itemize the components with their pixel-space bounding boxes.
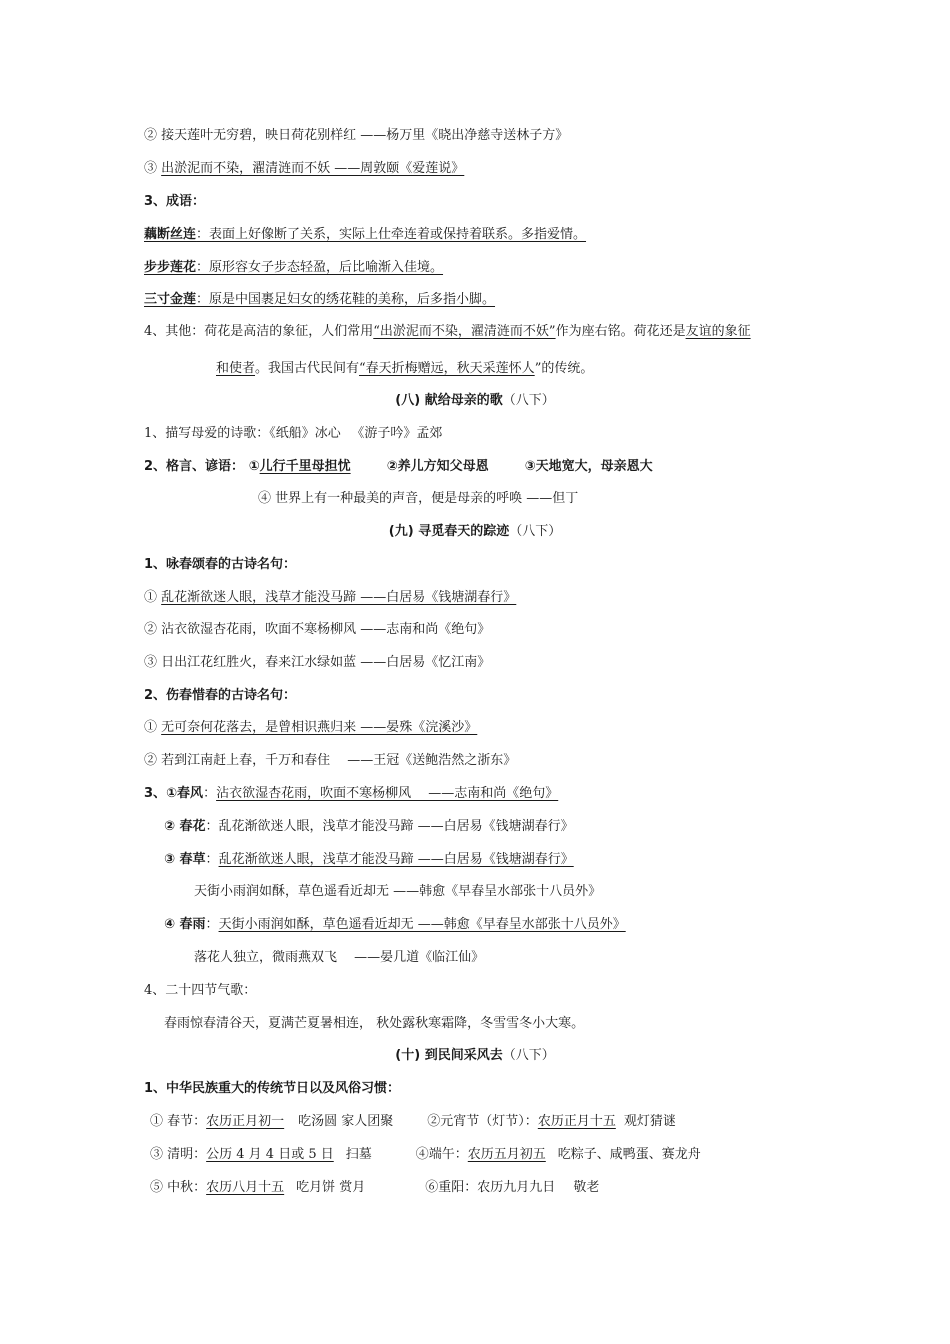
section-title: (九) 寻觅春天的踪迹	[388, 524, 510, 539]
poem-text: 天街小雨润如酥，草色遥看近却无 ——韩愈《早春呈水部张十八员外》	[218, 917, 626, 932]
idiom-1	[144, 227, 586, 243]
section-9-p1	[144, 590, 516, 606]
section-title: (八) 献给母亲的歌	[395, 393, 503, 408]
label: ② 春花	[164, 819, 206, 834]
festival-name: ④端午：	[415, 1147, 468, 1162]
poem-text: ：乱花渐欲迷人眼，浅草才能没马蹄 ——白居易《钱塘湖春行》	[205, 819, 574, 834]
quote: 和使者	[216, 361, 256, 376]
section-9-h4-text: 春雨惊春清谷天，夏满芒夏暑相连， 秋处露秋寒霜降，冬雪雪冬小大寒。	[164, 1016, 585, 1031]
section-8-title	[0, 393, 950, 409]
section-9-s4-extra: 落花人独立，微雨燕双飞 ——晏几道《临江仙》	[194, 950, 485, 965]
festival-row-2	[150, 1147, 701, 1163]
label: ③ 春草	[164, 852, 206, 867]
section-9-h3	[144, 786, 558, 802]
poem-text: 乱花渐欲迷人眼，浅草才能没马蹄 ——白居易《钱塘湖春行》	[161, 590, 517, 605]
festival-date: 公历 4 月 4 日或 5 日	[206, 1147, 334, 1162]
section-9-p2: ② 沾衣欲湿杏花雨，吹面不寒杨柳风 ——志南和尚《绝句》	[144, 622, 491, 637]
idiom-term: 步步莲花	[144, 260, 197, 275]
section-9-s3-extra: 天街小雨润如酥，草色遥看近却无 ——韩愈《早春呈水部张十八员外》	[194, 884, 602, 899]
section-8-item-1: 1、描写母爱的诗歌：《纸船》冰心 《游子吟》孟郊	[144, 426, 443, 441]
label: 3、①春风	[144, 786, 204, 801]
grade-label: （八下）	[509, 524, 562, 539]
festival-custom: 观灯猜谜	[623, 1114, 676, 1129]
section-9-title	[0, 524, 950, 540]
grade-label: （八下）	[502, 1048, 555, 1063]
proverb: ②养儿方知父母恩	[386, 459, 489, 474]
text: 4、其他：荷花是高洁的象征，人们常用	[144, 324, 374, 339]
festival-date: 农历八月十五	[206, 1180, 285, 1195]
label: ④ 春雨	[164, 917, 206, 932]
section-9-p3: ③ 日出江花红胜火，春来江水绿如蓝 ——白居易《忆江南》	[144, 655, 491, 670]
item-number: ①	[144, 590, 162, 605]
poem-text: 沾衣欲湿杏花雨，吹面不寒杨柳风 ——志南和尚《绝句》	[216, 786, 559, 801]
festival-custom: 吃月饼 赏月	[296, 1180, 366, 1195]
item-number: ③	[144, 161, 162, 176]
festival-name: ① 春节：	[150, 1114, 207, 1129]
festival-date: 农历五月初五	[467, 1147, 546, 1162]
festival-name: ②元宵节（灯节）：	[427, 1114, 538, 1129]
festival-name: ③ 清明：	[150, 1147, 207, 1162]
proverb: ③天地宽大，母亲恩大	[524, 459, 653, 474]
festival-name: ⑤ 中秋：	[150, 1180, 207, 1195]
lotus-other-line-2	[216, 361, 593, 377]
item-number: ①	[144, 720, 162, 735]
section-8-item-2	[144, 459, 653, 475]
section-9-s4	[164, 917, 626, 933]
idiom-definition: ：原是中国裹足妇女的绣花鞋的美称，后多指小脚。	[196, 292, 496, 307]
text: 。我国古代民间有	[255, 361, 360, 376]
grade-label: （八下）	[502, 393, 555, 408]
festival-custom: 敬老	[573, 1180, 600, 1195]
section-10-h1: 1、中华民族重大的传统节日以及风俗习惯：	[144, 1081, 401, 1096]
section-8-item-2d: ④ 世界上有一种最美的声音，便是母亲的呼唤 ——但丁	[258, 491, 579, 506]
lotus-poem-3	[144, 161, 464, 177]
proverb: 儿行千里母担忧	[259, 459, 351, 474]
label: 2、格言、谚语： ①	[144, 459, 260, 474]
lotus-other-line-1	[144, 324, 751, 340]
section-10-title	[0, 1048, 950, 1064]
poem-text: 无可奈何花落去，是曾相识燕归来 ——晏殊《浣溪沙》	[161, 720, 478, 735]
poem-text: ② 接天莲叶无穷碧，映日荷花别样红 ——杨万里《晓出净慈寺送林子方》	[144, 128, 569, 143]
text: ：	[205, 852, 219, 867]
text: 作为座右铭。荷花还是	[555, 324, 686, 339]
idiom-2	[144, 260, 443, 276]
poem-text: 出淤泥而不染，濯清涟而不妖 ——周敦颐《爱莲说》	[161, 161, 465, 176]
festival-date: 农历正月初一	[206, 1114, 285, 1129]
idiom-term: 三寸金莲	[144, 292, 197, 307]
section-9-q2: ② 若到江南赶上春，千万和春住 ——王冠《送鲍浩然之浙东》	[144, 753, 517, 768]
festival-custom: 扫墓	[345, 1147, 372, 1162]
quote: “春天折梅赠远，秋天采莲怀人	[359, 361, 535, 376]
festival-row-1	[150, 1114, 676, 1130]
section-9-h2: 2、伤春惜春的古诗名句：	[144, 688, 297, 703]
text: ：	[205, 917, 219, 932]
section-title: (十) 到民间采风去	[395, 1048, 503, 1063]
festival-custom: 吃汤圆 家人团聚	[298, 1114, 394, 1129]
festival-date: 农历正月十五	[537, 1114, 616, 1129]
section-9-s2	[164, 819, 574, 835]
text: ”的传统。	[534, 361, 594, 376]
text: ：	[203, 786, 217, 801]
lotus-poem-2	[144, 128, 568, 144]
festival-custom: 吃粽子、咸鸭蛋、赛龙舟	[557, 1147, 701, 1162]
idiom-definition: ：表面上好像断了关系，实际上仕牵连着或保持着联系。多指爱情。	[196, 227, 587, 242]
poem-text: 乱花渐欲迷人眼，浅草才能没马蹄 ——白居易《钱塘湖春行》	[218, 852, 574, 867]
festival-row-3	[150, 1180, 599, 1196]
idiom-definition: ：原形容女子步态轻盈，后比喻渐入佳境。	[196, 260, 444, 275]
quote: 友谊的象征	[685, 324, 751, 339]
quote: “出淤泥而不染，濯清涟而不妖”	[373, 324, 556, 339]
idiom-3	[144, 292, 495, 308]
idiom-term: 藕断丝连	[144, 227, 197, 242]
idioms-heading: 3、成语：	[144, 194, 206, 209]
section-9-q1	[144, 720, 477, 736]
festival-name: ⑥重阳：农历九月九日	[425, 1180, 556, 1195]
section-9-h4: 4、二十四节气歌：	[144, 983, 257, 998]
section-9-s3	[164, 852, 574, 868]
section-9-h1: 1、咏春颂春的古诗名句：	[144, 557, 297, 572]
